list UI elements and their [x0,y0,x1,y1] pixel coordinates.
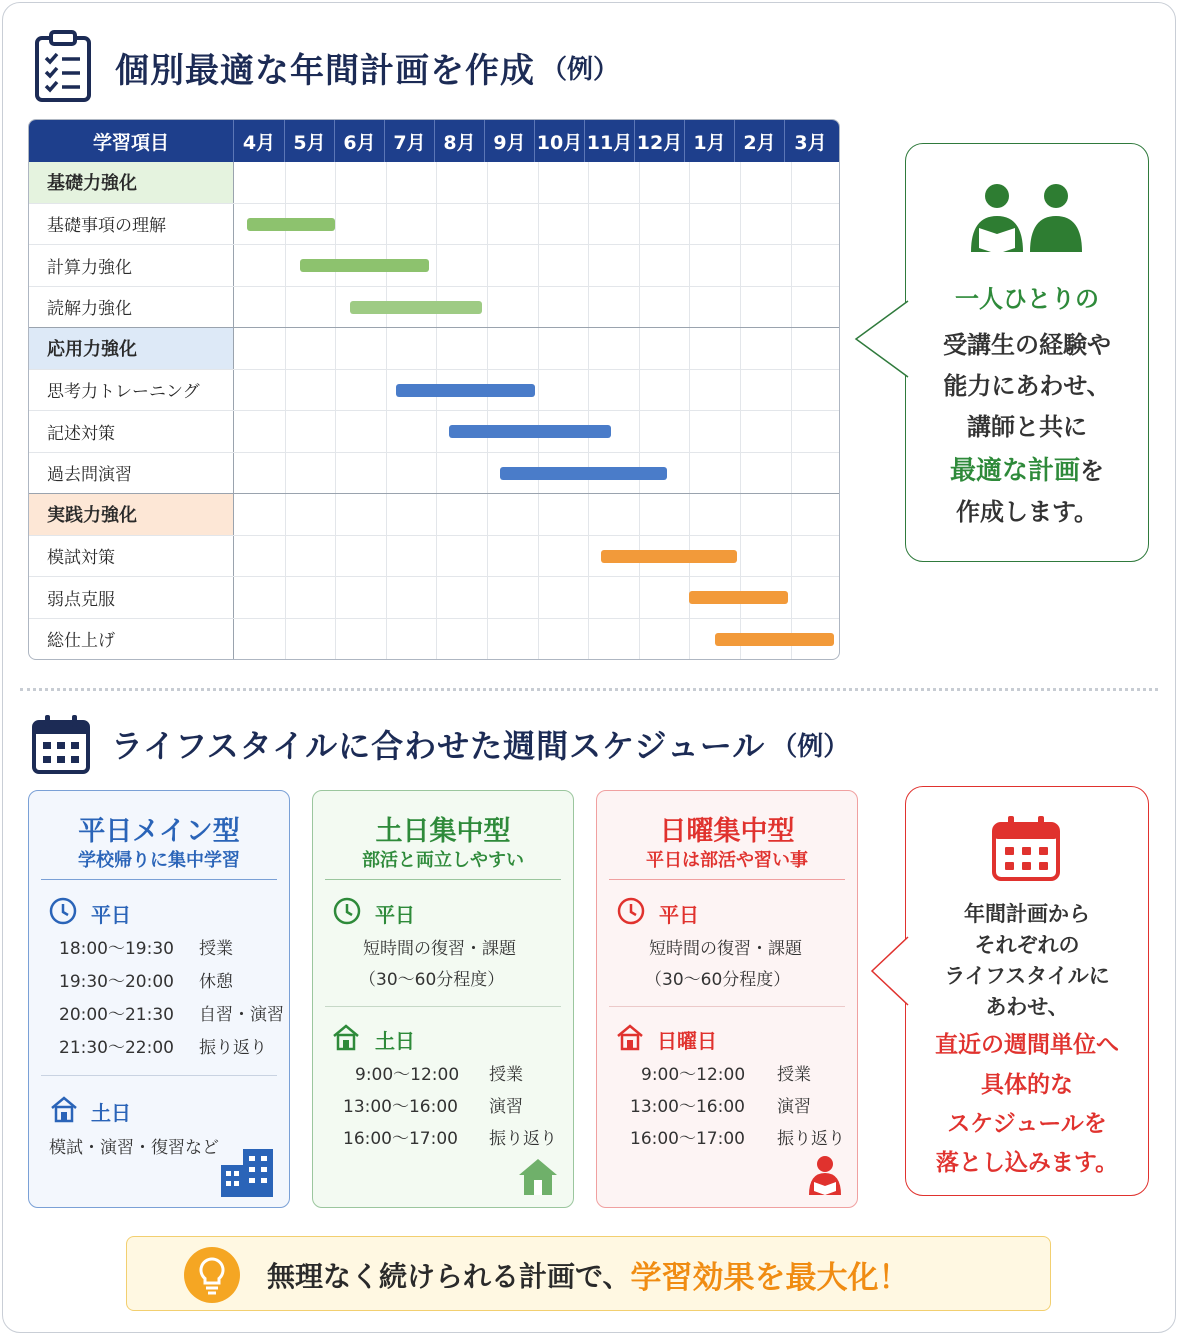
gantt-category-row [29,328,840,370]
card-divider [41,879,277,880]
section1-title: 個別最適な年間計画を作成 [115,50,535,91]
card-divider [325,879,561,880]
gantt-month-header: 1月 [685,120,735,162]
callout2-line3: ライフスタイルに [944,964,1110,988]
card-title: 土日集中型 [375,816,511,847]
section2-title: ライフスタイルに合わせた週間スケジュール [111,727,766,765]
clock-icon [49,897,77,929]
card-sunday-focus [596,790,858,1208]
card-label-weekday: 平日 [659,903,699,927]
gantt-bar [715,633,834,646]
gantt-month-header: 2月 [735,120,785,162]
gantt-task-row [29,411,840,453]
schedule-task: 自習・演習 [199,1005,284,1025]
gantt-task-label: 読解力強化 [29,287,234,328]
callout1-line1: 一人ひとりの [955,285,1099,313]
section2-heading [31,714,849,774]
schedule-row [59,934,233,959]
people-reading-icon [968,182,1086,258]
schedule-row [343,1124,557,1149]
schedule-task: 演習 [489,1097,523,1117]
schedule-time: 16:00〜17:00 [630,1129,745,1149]
card-divider [325,1006,561,1007]
section2-example: （例） [771,731,850,762]
gantt-task-row [29,577,840,619]
card-note: 短時間の復習・課題 [649,939,802,959]
schedule-row [343,1092,523,1117]
gantt-task-label: 基礎事項の理解 [29,204,234,245]
schedule-time: 9:00〜12:00 [641,1065,746,1085]
callout2-line4: あわせ、 [985,995,1069,1019]
gantt-category-row [29,494,840,536]
gantt-category-row [29,162,840,204]
gantt-month-header: 11月 [585,120,635,162]
schedule-time: 19:30〜20:00 [59,972,174,992]
schedule-row [355,1060,523,1085]
callout1-line6: 作成します。 [955,498,1099,526]
plan-callout [905,143,1149,562]
schedule-task: 振り返り [489,1129,557,1149]
card-weekend-focus [312,790,574,1208]
callout2-line7: スケジュールを [947,1111,1107,1137]
card-label-weekday: 平日 [91,903,131,927]
gantt-category-label: 実践力強化 [29,494,234,535]
gantt-month-header: 7月 [385,120,435,162]
reader-icon [807,1155,843,1199]
card-label-weekend: 土日 [91,1101,131,1125]
schedule-time: 18:00〜19:30 [59,939,174,959]
gantt-task-row [29,453,840,495]
gantt-bar [689,591,788,604]
card-divider [609,1006,845,1007]
card-label-weekday: 平日 [375,903,415,927]
schedule-time: 20:00〜21:30 [59,1005,174,1025]
footer-banner [126,1236,1051,1311]
callout1-line4: 講師と共に [967,413,1087,441]
callout1-line5 [906,450,1148,487]
gantt-bar [300,259,429,272]
schedule-task: 振り返り [199,1038,267,1058]
calendar-icon [31,714,91,774]
card-subtitle: 部活と両立しやすい [362,850,524,871]
card-note: （30〜60分程度） [359,970,505,990]
clock-icon [333,897,361,929]
gantt-task-label: 思考力トレーニング [29,370,234,411]
gantt-task-label: 計算力強化 [29,245,234,286]
callout1-line2: 受講生の経験や [943,331,1111,359]
calendar-icon [992,815,1060,885]
schedule-time: 21:30〜22:00 [59,1038,174,1058]
schedule-task: 演習 [777,1097,811,1117]
gantt-bar [350,301,482,314]
schedule-row [59,1033,267,1058]
callout2-line1: 年間計画から [964,902,1090,926]
house-icon [331,1023,361,1055]
gantt-bar [601,550,738,563]
card-weekday-main [28,790,290,1208]
gantt-bar [396,384,535,397]
schedule-row [630,1092,811,1117]
gantt-header-label: 学習項目 [29,120,234,162]
home-icon [517,1156,559,1200]
lightbulb-icon [183,1246,241,1308]
callout2-line8: 落とし込みます。 [935,1150,1119,1176]
schedule-time: 13:00〜16:00 [343,1097,458,1117]
footer-message: 無理なく続けられる計画で、 [267,1259,631,1293]
callout2-line6: 具体的な [981,1072,1073,1098]
gantt-task-row [29,204,840,246]
schedule-task: 振り返り [777,1129,845,1149]
card-note: （30〜60分程度） [645,970,791,990]
callout2-line5: 直近の週間単位へ [935,1032,1119,1058]
schedule-time: 9:00〜12:00 [355,1065,460,1085]
section1-heading [33,30,619,104]
schedule-row [59,967,233,992]
schedule-task: 授業 [199,939,233,959]
gantt-month-header: 10月 [535,120,585,162]
schedule-task: 授業 [777,1065,811,1085]
clock-icon [617,897,645,929]
gantt-task-row [29,536,840,578]
gantt-body [29,162,840,660]
schedule-row [641,1060,811,1085]
card-title: 平日メイン型 [78,816,240,847]
card-divider [41,1075,277,1076]
gantt-task-label: 模試対策 [29,536,234,577]
callout2-line2: それぞれの [974,933,1080,957]
checklist-icon [33,30,93,104]
gantt-month-header: 3月 [794,131,827,154]
schedule-time: 13:00〜16:00 [630,1097,745,1117]
card-label-sunday: 日曜日 [657,1029,717,1053]
building-icon [221,1147,273,1201]
card-note: 短時間の復習・課題 [363,939,516,959]
schedule-task: 休憩 [199,972,233,992]
house-icon [615,1023,645,1055]
card-label-weekend: 土日 [375,1029,415,1053]
gantt-category-label: 応用力強化 [29,328,234,369]
card-title: 日曜集中型 [659,816,795,847]
schedule-task: 授業 [489,1065,523,1085]
callout1-line5-tail: を [1080,457,1104,485]
callout1-highlight: 最適な計画 [949,456,1080,486]
gantt-task-row [29,370,840,412]
gantt-month-header: 4月 [234,120,285,162]
annual-plan-gantt [28,119,840,660]
section1-example: （例） [541,54,620,85]
gantt-task-label: 弱点克服 [29,577,234,618]
card-divider [609,879,845,880]
schedule-time: 16:00〜17:00 [343,1129,458,1149]
gantt-task-label: 記述対策 [29,411,234,452]
gantt-month-header: 9月 [485,120,535,162]
card-subtitle: 学校帰りに集中学習 [78,850,240,871]
gantt-header [29,120,840,162]
gantt-task-label: 過去問演習 [29,453,234,494]
footer-highlight: 学習効果を最大化！ [630,1260,910,1296]
gantt-bar [500,467,667,480]
gantt-bar [247,218,336,231]
schedule-row [630,1124,845,1149]
schedule-row [59,1000,284,1025]
footer-text [267,1237,909,1312]
card-subtitle: 平日は部活や習い事 [646,850,808,871]
gantt-category-label: 基礎力強化 [29,162,234,203]
gantt-month-header: 5月 [285,120,335,162]
gantt-bar [449,425,611,438]
callout-pointer [854,299,910,379]
gantt-task-row [29,245,840,287]
gantt-month-header: 12月 [635,120,685,162]
gantt-task-row [29,287,840,329]
gantt-task-label: 総仕上げ [29,619,234,660]
section-divider [20,688,1158,691]
callout1-line3: 能力にあわせ、 [943,372,1111,400]
gantt-month-header: 6月 [335,120,385,162]
gantt-task-row [29,619,840,661]
house-icon [49,1095,79,1127]
callout-pointer [870,935,910,1007]
gantt-month-header: 8月 [435,120,485,162]
card-note: 模試・演習・復習など [49,1138,219,1158]
weekly-callout [905,786,1149,1196]
